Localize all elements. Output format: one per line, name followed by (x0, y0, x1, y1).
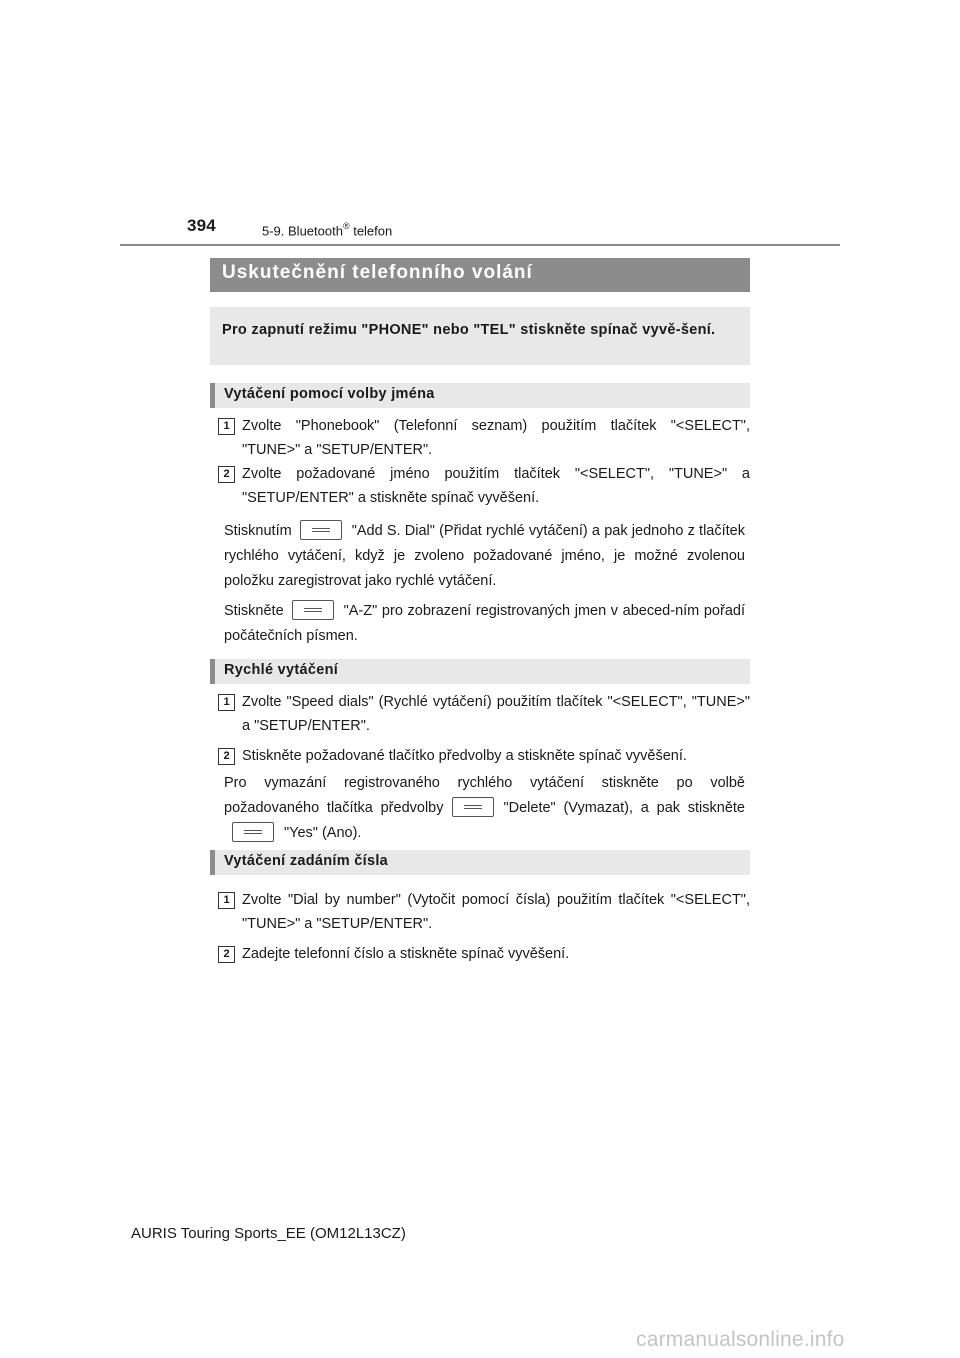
menu-button-icon (292, 600, 334, 620)
step-number-badge: 1 (218, 694, 235, 711)
step-text: Zvolte požadované jméno použitím tlačítek "<SELECT", "TUNE>" a "SETUP/ENTER" a stiskněte spínač vyvěšení. (242, 466, 750, 506)
page-title: Uskutečnění telefonního volání (210, 258, 750, 292)
menu-button-icon (452, 797, 494, 817)
section-heading-speed-dial: Rychlé vytáčení (210, 659, 750, 684)
menu-button-icon (300, 520, 342, 540)
footer-model-code: AURIS Touring Sports_EE (OM12L13CZ) (131, 1225, 406, 1242)
note-text: "Yes" (Ano). (284, 825, 362, 841)
note-text: Stisknutím (224, 523, 292, 539)
step-number-badge: 2 (218, 748, 235, 765)
section-reference (262, 222, 392, 238)
watermark: carmanualsonline.info (636, 1328, 845, 1351)
registered-mark: ® (342, 221, 350, 231)
note-text: "Add S. Dial" (Přidat rychlé vytáčení) a pak jednoho z tlačítek rychlého vytáčení, když je zvoleno požadované jméno, je možné zvolenou položku zaregistrovat jako rychlé vytáčení. (224, 523, 745, 589)
note-text: Stiskněte (224, 603, 284, 619)
step-text: Zvolte "Phonebook" (Telefonní seznam) použitím tlačítek "<SELECT", "TUNE>" a "SETUP/ENTER". (242, 418, 750, 458)
menu-button-icon (232, 822, 274, 842)
note-add-speed-dial (224, 519, 745, 594)
step-text: Zadejte telefonní číslo a stiskněte spínač vyvěšení. (242, 946, 570, 962)
step-number-badge: 1 (218, 418, 235, 435)
step-number-badge: 2 (218, 946, 235, 963)
section-heading-dial-number: Vytáčení zadáním čísla (210, 850, 750, 875)
step-text: Stiskněte požadované tlačítko předvolby a stiskněte spínač vyvěšení. (242, 748, 687, 764)
section-ref-prefix: 5-9. Bluetooth (262, 223, 343, 239)
note-text: "Delete" (Vymazat), a pak stiskněte (503, 800, 745, 816)
note-a-z (224, 599, 745, 649)
step-number-badge: 1 (218, 892, 235, 909)
step-text: Zvolte "Speed dials" (Rychlé vytáčení) použitím tlačítek "<SELECT", "TUNE>" a "SETUP/ENTER". (242, 694, 750, 734)
section-heading-name-dial: Vytáčení pomocí volby jména (210, 383, 750, 408)
note-text: "A-Z" pro zobrazení registrovaných jmen v abeced-ním pořadí počátečních písmen. (224, 603, 745, 644)
header-divider (120, 244, 840, 246)
section-ref-suffix: telefon (349, 223, 393, 239)
note-delete-speed-dial (224, 771, 745, 846)
step-text: Zvolte "Dial by number" (Vytočit pomocí čísla) použitím tlačítek "<SELECT", "TUNE>" a "SETUP/ENTER". (242, 892, 750, 932)
page-number: 394 (187, 216, 216, 235)
intro-box: Pro zapnutí režimu "PHONE" nebo "TEL" stiskněte spínač vyvě-šení. (210, 307, 750, 365)
step-number-badge: 2 (218, 466, 235, 483)
note-text: Pro vymazání registrovaného rychlého vytáčení stiskněte po volbě požadovaného tlačítka předvolby (224, 775, 745, 816)
